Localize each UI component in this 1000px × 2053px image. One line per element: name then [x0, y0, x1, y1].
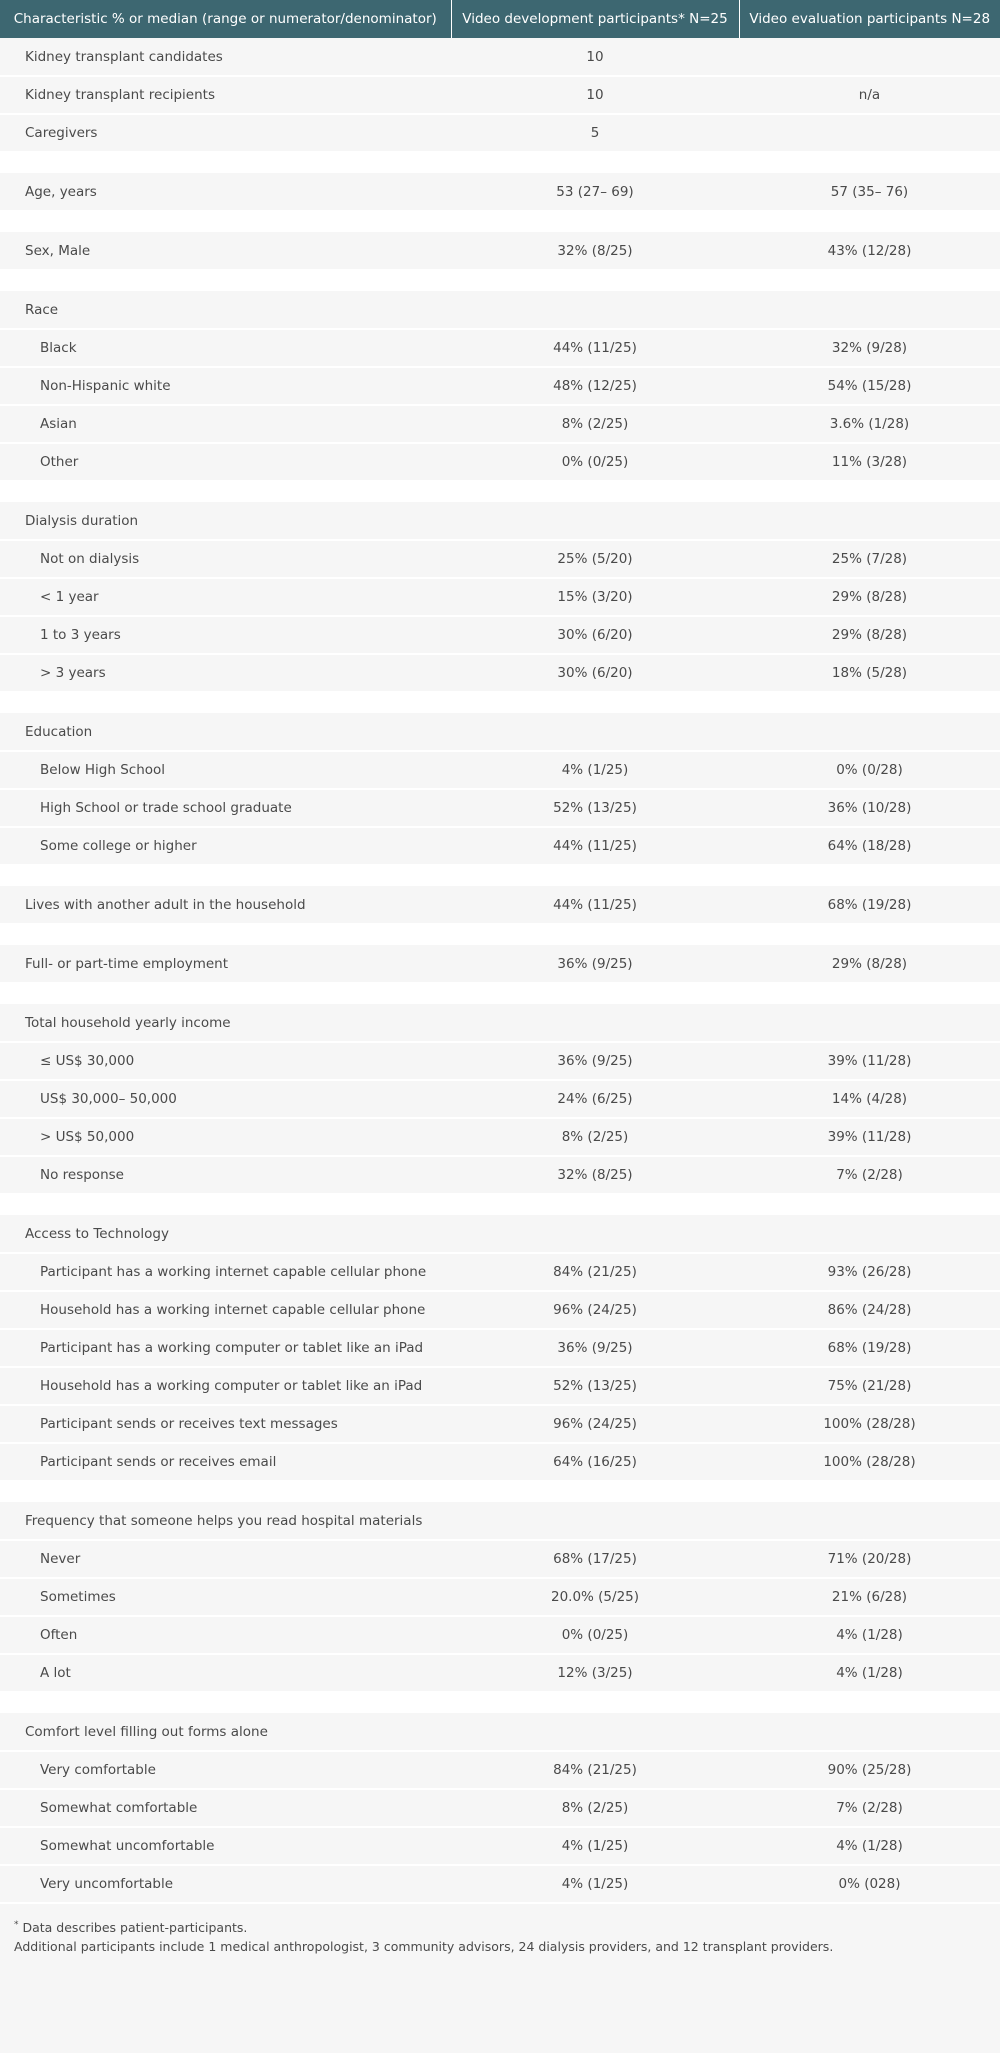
video-development-cell: 84% (21/25)	[451, 1253, 739, 1291]
characteristic-cell: Participant sends or receives email	[0, 1443, 451, 1481]
table-row	[0, 713, 1000, 751]
video-evaluation-cell	[739, 291, 1000, 329]
characteristic-cell: Asian	[0, 405, 451, 443]
table-row	[0, 1865, 1000, 1903]
video-development-cell: 15% (3/20)	[451, 578, 739, 616]
characteristic-cell: Total household yearly income	[0, 1004, 451, 1042]
video-development-cell	[451, 502, 739, 540]
table-row	[0, 114, 1000, 152]
characteristic-cell: > US$ 50,000	[0, 1118, 451, 1156]
video-evaluation-cell: 36% (10/28)	[739, 789, 1000, 827]
spacer-cell	[0, 152, 1000, 173]
characteristic-cell: Household has a working internet capable cellular phone	[0, 1291, 451, 1329]
spacer-cell	[0, 270, 1000, 291]
video-evaluation-cell: 21% (6/28)	[739, 1578, 1000, 1616]
video-development-cell: 25% (5/20)	[451, 540, 739, 578]
video-development-cell: 0% (0/25)	[451, 443, 739, 481]
video-development-cell: 4% (1/25)	[451, 1827, 739, 1865]
table-row	[0, 1291, 1000, 1329]
table-row	[0, 329, 1000, 367]
characteristic-cell: Kidney transplant recipients	[0, 76, 451, 114]
table-spacer-row	[0, 983, 1000, 1004]
video-evaluation-cell	[739, 38, 1000, 76]
spacer-cell	[0, 1481, 1000, 1502]
video-development-cell	[451, 713, 739, 751]
video-development-cell: 4% (1/25)	[451, 751, 739, 789]
table-row	[0, 1654, 1000, 1692]
video-development-cell	[451, 1004, 739, 1042]
characteristic-cell: Very uncomfortable	[0, 1865, 451, 1903]
video-development-cell	[451, 291, 739, 329]
video-development-cell: 10	[451, 76, 739, 114]
video-development-cell: 12% (3/25)	[451, 1654, 739, 1692]
characteristic-cell: Household has a working computer or tablet like an iPad	[0, 1367, 451, 1405]
table-spacer-row	[0, 152, 1000, 173]
table-row	[0, 1443, 1000, 1481]
characteristic-cell: Never	[0, 1540, 451, 1578]
video-development-cell: 8% (2/25)	[451, 405, 739, 443]
table-row	[0, 751, 1000, 789]
characteristic-cell: 1 to 3 years	[0, 616, 451, 654]
table-row	[0, 1253, 1000, 1291]
table-row	[0, 502, 1000, 540]
video-evaluation-cell	[739, 114, 1000, 152]
characteristic-cell: Not on dialysis	[0, 540, 451, 578]
video-development-cell: 64% (16/25)	[451, 1443, 739, 1481]
video-evaluation-cell: 100% (28/28)	[739, 1443, 1000, 1481]
video-development-cell: 96% (24/25)	[451, 1291, 739, 1329]
table-row	[0, 1080, 1000, 1118]
video-evaluation-cell: 7% (2/28)	[739, 1156, 1000, 1194]
characteristic-cell: Age, years	[0, 173, 451, 211]
video-evaluation-cell: 68% (19/28)	[739, 1329, 1000, 1367]
table-row	[0, 76, 1000, 114]
characteristic-cell: US$ 30,000– 50,000	[0, 1080, 451, 1118]
spacer-cell	[0, 865, 1000, 886]
table-row	[0, 1367, 1000, 1405]
table-row	[0, 1827, 1000, 1865]
characteristic-cell: Caregivers	[0, 114, 451, 152]
video-development-cell: 52% (13/25)	[451, 1367, 739, 1405]
characteristic-cell: Sometimes	[0, 1578, 451, 1616]
video-development-cell: 44% (11/25)	[451, 329, 739, 367]
video-evaluation-cell: 32% (9/28)	[739, 329, 1000, 367]
characteristic-cell: Participant has a working internet capable cellular phone	[0, 1253, 451, 1291]
table-row	[0, 1751, 1000, 1789]
table-row	[0, 1502, 1000, 1540]
characteristic-cell: Dialysis duration	[0, 502, 451, 540]
video-development-cell: 44% (11/25)	[451, 886, 739, 924]
footnote-2: Additional participants include 1 medical anthropologist, 3 community advisors, 24 dialysis providers, and 12 transplant providers.	[14, 1939, 834, 1955]
video-evaluation-cell: 4% (1/28)	[739, 1654, 1000, 1692]
footnote-1-text: Data describes patient-participants.	[22, 1920, 248, 1936]
table-row	[0, 291, 1000, 329]
video-development-cell: 10	[451, 38, 739, 76]
spacer-cell	[0, 1692, 1000, 1713]
video-evaluation-cell: 39% (11/28)	[739, 1042, 1000, 1080]
video-development-cell: 32% (8/25)	[451, 1156, 739, 1194]
characteristic-cell: Access to Technology	[0, 1215, 451, 1253]
video-evaluation-cell: 11% (3/28)	[739, 443, 1000, 481]
table-row	[0, 1789, 1000, 1827]
video-evaluation-cell: 43% (12/28)	[739, 232, 1000, 270]
table-body	[0, 38, 1000, 1903]
characteristic-cell: Somewhat comfortable	[0, 1789, 451, 1827]
video-development-cell: 20.0% (5/25)	[451, 1578, 739, 1616]
table-row	[0, 1405, 1000, 1443]
characteristic-cell: Some college or higher	[0, 827, 451, 865]
video-evaluation-cell: 25% (7/28)	[739, 540, 1000, 578]
video-development-cell: 96% (24/25)	[451, 1405, 739, 1443]
table-spacer-row	[0, 692, 1000, 713]
video-development-cell: 0% (0/25)	[451, 1616, 739, 1654]
video-evaluation-cell: 0% (028)	[739, 1865, 1000, 1903]
video-development-cell	[451, 1502, 739, 1540]
video-evaluation-cell: 54% (15/28)	[739, 367, 1000, 405]
video-evaluation-cell	[739, 502, 1000, 540]
table-row	[0, 654, 1000, 692]
footnote-marker: *	[14, 1920, 19, 1930]
video-development-cell: 30% (6/20)	[451, 616, 739, 654]
table-row	[0, 38, 1000, 76]
spacer-cell	[0, 1194, 1000, 1215]
characteristic-cell: Below High School	[0, 751, 451, 789]
characteristic-cell: Comfort level filling out forms alone	[0, 1713, 451, 1751]
characteristic-cell: Participant sends or receives text messages	[0, 1405, 451, 1443]
table-spacer-row	[0, 1194, 1000, 1215]
video-evaluation-cell: 4% (1/28)	[739, 1616, 1000, 1654]
video-development-cell: 36% (9/25)	[451, 945, 739, 983]
table-spacer-row	[0, 211, 1000, 232]
video-evaluation-cell: 39% (11/28)	[739, 1118, 1000, 1156]
table-row	[0, 1578, 1000, 1616]
video-evaluation-cell	[739, 1713, 1000, 1751]
characteristic-cell: < 1 year	[0, 578, 451, 616]
video-evaluation-cell: 57 (35– 76)	[739, 173, 1000, 211]
header-video-development: Video development participants* N=25	[451, 0, 739, 38]
footnote-1	[14, 1916, 986, 1937]
video-evaluation-cell	[739, 1502, 1000, 1540]
video-development-cell: 36% (9/25)	[451, 1042, 739, 1080]
characteristic-cell: Often	[0, 1616, 451, 1654]
table-row	[0, 1118, 1000, 1156]
video-development-cell: 32% (8/25)	[451, 232, 739, 270]
characteristic-cell: Full- or part-time employment	[0, 945, 451, 983]
video-development-cell	[451, 1713, 739, 1751]
characteristic-cell: > 3 years	[0, 654, 451, 692]
video-development-cell: 84% (21/25)	[451, 1751, 739, 1789]
table-spacer-row	[0, 924, 1000, 945]
video-evaluation-cell: 7% (2/28)	[739, 1789, 1000, 1827]
video-evaluation-cell: 0% (0/28)	[739, 751, 1000, 789]
characteristic-cell: Very comfortable	[0, 1751, 451, 1789]
table-row	[0, 405, 1000, 443]
video-evaluation-cell: 4% (1/28)	[739, 1827, 1000, 1865]
characteristic-cell: Somewhat uncomfortable	[0, 1827, 451, 1865]
video-evaluation-cell: 64% (18/28)	[739, 827, 1000, 865]
table-row	[0, 1156, 1000, 1194]
table-spacer-row	[0, 1481, 1000, 1502]
video-development-cell: 52% (13/25)	[451, 789, 739, 827]
table-row	[0, 173, 1000, 211]
characteristic-cell: Education	[0, 713, 451, 751]
spacer-cell	[0, 481, 1000, 502]
table-row	[0, 616, 1000, 654]
video-evaluation-cell: 93% (26/28)	[739, 1253, 1000, 1291]
characteristic-cell: No response	[0, 1156, 451, 1194]
video-evaluation-cell: 29% (8/28)	[739, 578, 1000, 616]
video-development-cell: 36% (9/25)	[451, 1329, 739, 1367]
characteristic-cell: High School or trade school graduate	[0, 789, 451, 827]
video-development-cell	[451, 1215, 739, 1253]
characteristic-cell: Other	[0, 443, 451, 481]
video-evaluation-cell	[739, 1215, 1000, 1253]
footnotes	[0, 1904, 1000, 1956]
table-spacer-row	[0, 270, 1000, 291]
table-row	[0, 827, 1000, 865]
table-row	[0, 443, 1000, 481]
characteristic-cell: A lot	[0, 1654, 451, 1692]
header-characteristic: Characteristic % or median (range or numerator/denominator)	[0, 0, 451, 38]
spacer-cell	[0, 692, 1000, 713]
video-development-cell: 8% (2/25)	[451, 1789, 739, 1827]
table-row	[0, 945, 1000, 983]
video-evaluation-cell	[739, 713, 1000, 751]
video-evaluation-cell: n/a	[739, 76, 1000, 114]
video-development-cell: 24% (6/25)	[451, 1080, 739, 1118]
video-evaluation-cell: 86% (24/28)	[739, 1291, 1000, 1329]
spacer-cell	[0, 924, 1000, 945]
table-row	[0, 367, 1000, 405]
characteristic-cell: Frequency that someone helps you read hospital materials	[0, 1502, 451, 1540]
table-spacer-row	[0, 865, 1000, 886]
video-evaluation-cell: 75% (21/28)	[739, 1367, 1000, 1405]
video-evaluation-cell: 68% (19/28)	[739, 886, 1000, 924]
spacer-cell	[0, 211, 1000, 232]
characteristic-cell: Kidney transplant candidates	[0, 38, 451, 76]
table-row	[0, 1042, 1000, 1080]
video-development-cell: 4% (1/25)	[451, 1865, 739, 1903]
video-development-cell: 68% (17/25)	[451, 1540, 739, 1578]
header-video-evaluation: Video evaluation participants N=28	[739, 0, 1000, 38]
characteristic-cell: Sex, Male	[0, 232, 451, 270]
video-development-cell: 5	[451, 114, 739, 152]
table-row	[0, 1616, 1000, 1654]
video-development-cell: 8% (2/25)	[451, 1118, 739, 1156]
spacer-cell	[0, 983, 1000, 1004]
table-row	[0, 1329, 1000, 1367]
table-row	[0, 1215, 1000, 1253]
table-row	[0, 1004, 1000, 1042]
video-evaluation-cell: 90% (25/28)	[739, 1751, 1000, 1789]
characteristic-cell: Non-Hispanic white	[0, 367, 451, 405]
table-spacer-row	[0, 481, 1000, 502]
characteristic-cell: Participant has a working computer or tablet like an iPad	[0, 1329, 451, 1367]
video-evaluation-cell: 71% (20/28)	[739, 1540, 1000, 1578]
table-spacer-row	[0, 1692, 1000, 1713]
video-development-cell: 48% (12/25)	[451, 367, 739, 405]
table-row	[0, 578, 1000, 616]
characteristic-cell: ≤ US$ 30,000	[0, 1042, 451, 1080]
video-evaluation-cell: 3.6% (1/28)	[739, 405, 1000, 443]
video-development-cell: 53 (27– 69)	[451, 173, 739, 211]
characteristic-cell: Race	[0, 291, 451, 329]
characteristic-cell: Black	[0, 329, 451, 367]
characteristic-cell: Lives with another adult in the household	[0, 886, 451, 924]
table-header-row	[0, 0, 1000, 38]
table-row	[0, 886, 1000, 924]
table-row	[0, 540, 1000, 578]
table-row	[0, 232, 1000, 270]
video-evaluation-cell: 29% (8/28)	[739, 616, 1000, 654]
video-evaluation-cell: 14% (4/28)	[739, 1080, 1000, 1118]
table-row	[0, 1713, 1000, 1751]
table-row	[0, 789, 1000, 827]
table-row	[0, 1540, 1000, 1578]
video-evaluation-cell: 18% (5/28)	[739, 654, 1000, 692]
video-evaluation-cell	[739, 1004, 1000, 1042]
video-development-cell: 44% (11/25)	[451, 827, 739, 865]
video-evaluation-cell: 100% (28/28)	[739, 1405, 1000, 1443]
video-development-cell: 30% (6/20)	[451, 654, 739, 692]
video-evaluation-cell: 29% (8/28)	[739, 945, 1000, 983]
